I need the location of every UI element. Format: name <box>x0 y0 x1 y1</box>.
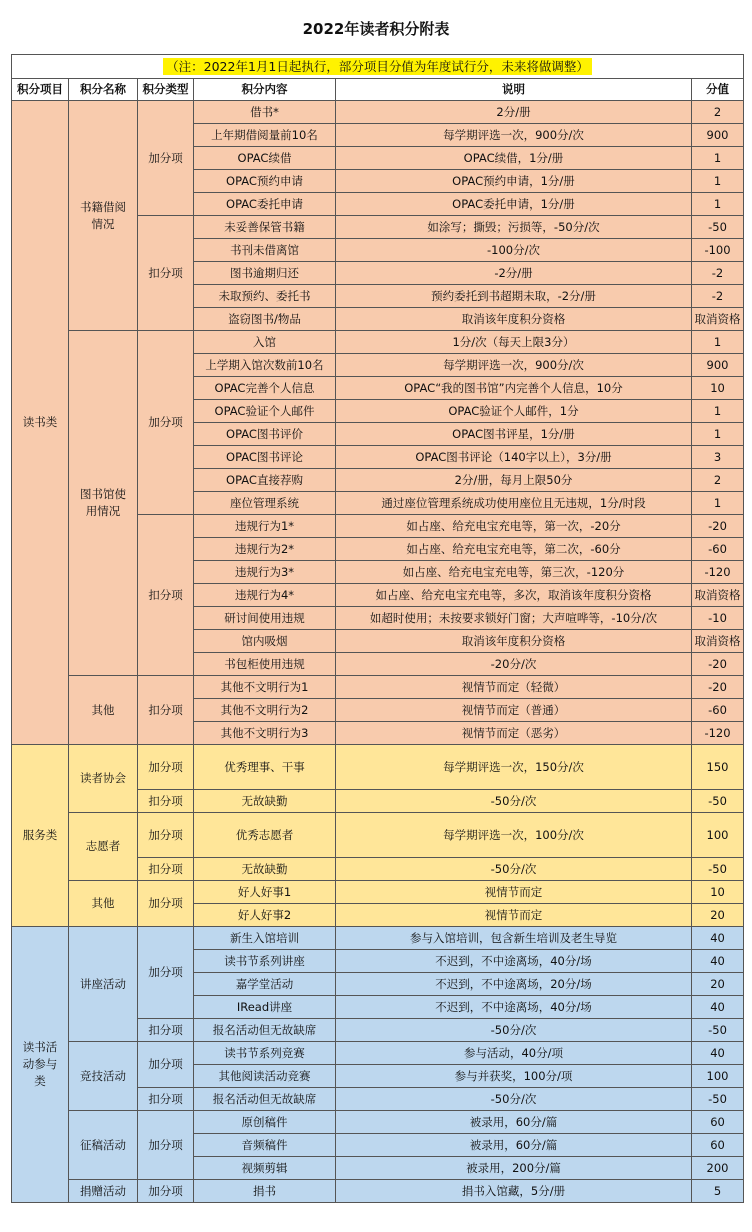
content-cell: 其他不文明行为2 <box>194 699 336 722</box>
score-cell: 40 <box>692 1042 744 1065</box>
desc-cell: OPAC图书评星，1分/册 <box>336 423 692 446</box>
content-cell: OPAC委托申请 <box>194 193 336 216</box>
desc-cell: 被录用，60分/篇 <box>336 1134 692 1157</box>
desc-cell: 如超时使用；未按要求锁好门窗；大声喧哗等，-10分/次 <box>336 607 692 630</box>
score-item-cell: 读书活动参与类 <box>12 927 69 1203</box>
table-row <box>12 745 744 790</box>
content-cell: OPAC完善个人信息 <box>194 377 336 400</box>
note-row <box>12 55 744 79</box>
table-row <box>12 101 744 124</box>
content-cell: 借书* <box>194 101 336 124</box>
desc-cell: 每学期评选一次，100分/次 <box>336 813 692 858</box>
content-cell: 嘉学堂活动 <box>194 973 336 996</box>
score-cell: 100 <box>692 1065 744 1088</box>
score-name-cell: 捐赠活动 <box>69 1180 138 1203</box>
desc-cell: OPAC预约申请，1分/册 <box>336 170 692 193</box>
desc-cell: 视情节而定（恶劣） <box>336 722 692 745</box>
score-cell: -60 <box>692 538 744 561</box>
header-content: 积分内容 <box>194 79 336 101</box>
score-cell: 200 <box>692 1157 744 1180</box>
score-name-cell: 讲座活动 <box>69 927 138 1042</box>
score-cell: -20 <box>692 515 744 538</box>
score-cell: 40 <box>692 950 744 973</box>
table-row <box>12 331 744 354</box>
desc-cell: 参与并获奖，100分/项 <box>336 1065 692 1088</box>
score-type-cell: 加分项 <box>138 1180 194 1203</box>
desc-cell: 视情节而定（轻微） <box>336 676 692 699</box>
score-cell: 1 <box>692 170 744 193</box>
table-row <box>12 1180 744 1203</box>
desc-cell: 取消该年度积分资格 <box>336 630 692 653</box>
desc-cell: 如涂写；撕毁；污损等，-50分/次 <box>336 216 692 239</box>
score-cell: 取消资格 <box>692 630 744 653</box>
content-cell: 新生入馆培训 <box>194 927 336 950</box>
content-cell: 报名活动但无故缺席 <box>194 1088 336 1111</box>
content-cell: 违规行为2* <box>194 538 336 561</box>
desc-cell: OPAC续借，1分/册 <box>336 147 692 170</box>
score-cell: 1 <box>692 193 744 216</box>
score-cell: 1 <box>692 492 744 515</box>
content-cell: 好人好事2 <box>194 904 336 927</box>
table-row <box>12 1111 744 1134</box>
content-cell: 捐书 <box>194 1180 336 1203</box>
score-name-cell: 其他 <box>69 881 138 927</box>
score-type-cell: 扣分项 <box>138 1088 194 1111</box>
score-cell: 60 <box>692 1111 744 1134</box>
desc-cell: 每学期评选一次，900分/次 <box>336 354 692 377</box>
content-cell: 违规行为4* <box>194 584 336 607</box>
content-cell: 未取预约、委托书 <box>194 285 336 308</box>
score-type-cell: 加分项 <box>138 101 194 216</box>
content-cell: 上学期入馆次数前10名 <box>194 354 336 377</box>
score-cell: 2 <box>692 469 744 492</box>
desc-cell: 被录用，200分/篇 <box>336 1157 692 1180</box>
score-cell: 900 <box>692 354 744 377</box>
content-cell: 优秀理事、干事 <box>194 745 336 790</box>
score-cell: -60 <box>692 699 744 722</box>
content-cell: 研讨间使用违规 <box>194 607 336 630</box>
score-cell: -20 <box>692 653 744 676</box>
header-name: 积分名称 <box>69 79 138 101</box>
desc-cell: 2分/册 <box>336 101 692 124</box>
score-type-cell: 加分项 <box>138 881 194 927</box>
desc-cell: OPAC验证个人邮件，1分 <box>336 400 692 423</box>
desc-cell: 不迟到，不中途离场，20分/场 <box>336 973 692 996</box>
desc-cell: -50分/次 <box>336 1019 692 1042</box>
content-cell: OPAC预约申请 <box>194 170 336 193</box>
content-cell: 书包柜使用违规 <box>194 653 336 676</box>
note-text: （注：2022年1月1日起执行，部分项目分值为年度试行分，未来将做调整） <box>163 58 592 75</box>
desc-cell: 参与入馆培训，包含新生培训及老生导览 <box>336 927 692 950</box>
score-name-cell: 书籍借阅情况 <box>69 101 138 331</box>
table-row <box>12 927 744 950</box>
content-cell: 好人好事1 <box>194 881 336 904</box>
score-cell: 40 <box>692 927 744 950</box>
score-type-cell: 扣分项 <box>138 858 194 881</box>
score-name-cell: 竞技活动 <box>69 1042 138 1111</box>
header-item: 积分项目 <box>12 79 69 101</box>
desc-cell: 不迟到，不中途离场，40分/场 <box>336 950 692 973</box>
content-cell: 违规行为3* <box>194 561 336 584</box>
score-cell: 5 <box>692 1180 744 1203</box>
score-table <box>11 54 744 1203</box>
score-item-cell: 读书类 <box>12 101 69 745</box>
desc-cell: -50分/次 <box>336 790 692 813</box>
score-cell: 40 <box>692 996 744 1019</box>
table-row <box>12 676 744 699</box>
content-cell: OPAC续借 <box>194 147 336 170</box>
desc-cell: 如占座、给充电宝充电等，多次，取消该年度积分资格 <box>336 584 692 607</box>
score-cell: -50 <box>692 1019 744 1042</box>
score-cell: 取消资格 <box>692 308 744 331</box>
score-type-cell: 加分项 <box>138 1111 194 1180</box>
score-name-cell: 志愿者 <box>69 813 138 881</box>
score-cell: 150 <box>692 745 744 790</box>
content-cell: 上年期借阅量前10名 <box>194 124 336 147</box>
desc-cell: 1分/次（每天上限3分） <box>336 331 692 354</box>
score-name-cell: 其他 <box>69 676 138 745</box>
desc-cell: 视情节而定 <box>336 881 692 904</box>
desc-cell: 每学期评选一次，900分/次 <box>336 124 692 147</box>
content-cell: 其他不文明行为1 <box>194 676 336 699</box>
score-cell: 10 <box>692 377 744 400</box>
score-cell: -20 <box>692 676 744 699</box>
score-cell: 1 <box>692 423 744 446</box>
desc-cell: 如占座、给充电宝充电等，第三次，-120分 <box>336 561 692 584</box>
score-type-cell: 扣分项 <box>138 1019 194 1042</box>
score-cell: 1 <box>692 331 744 354</box>
score-type-cell: 加分项 <box>138 813 194 858</box>
score-cell: -2 <box>692 285 744 308</box>
content-cell: 原创稿件 <box>194 1111 336 1134</box>
table-row <box>12 881 744 904</box>
desc-cell: OPAC图书评论（140字以上），3分/册 <box>336 446 692 469</box>
content-cell: 其他不文明行为3 <box>194 722 336 745</box>
score-type-cell: 加分项 <box>138 1042 194 1088</box>
score-type-cell: 加分项 <box>138 331 194 515</box>
score-cell: -10 <box>692 607 744 630</box>
desc-cell: -50分/次 <box>336 858 692 881</box>
desc-cell: 预约委托到书超期未取，-2分/册 <box>336 285 692 308</box>
content-cell: 音频稿件 <box>194 1134 336 1157</box>
content-cell: 馆内吸烟 <box>194 630 336 653</box>
score-cell: 20 <box>692 973 744 996</box>
table-row <box>12 813 744 858</box>
score-cell: -50 <box>692 858 744 881</box>
score-type-cell: 扣分项 <box>138 515 194 676</box>
header-type: 积分类型 <box>138 79 194 101</box>
content-cell: IRead讲座 <box>194 996 336 1019</box>
score-name-cell: 征稿活动 <box>69 1111 138 1180</box>
desc-cell: OPAC“我的图书馆”内完善个人信息，10分 <box>336 377 692 400</box>
content-cell: 无故缺勤 <box>194 790 336 813</box>
desc-cell: 视情节而定（普通） <box>336 699 692 722</box>
score-cell: -120 <box>692 561 744 584</box>
score-cell: 60 <box>692 1134 744 1157</box>
content-cell: 未妥善保管书籍 <box>194 216 336 239</box>
note-cell <box>12 55 744 79</box>
score-cell: -50 <box>692 1088 744 1111</box>
score-cell: 取消资格 <box>692 584 744 607</box>
desc-cell: -2分/册 <box>336 262 692 285</box>
desc-cell: 如占座、给充电宝充电等，第二次，-60分 <box>336 538 692 561</box>
table-row <box>12 1042 744 1065</box>
content-cell: OPAC验证个人邮件 <box>194 400 336 423</box>
desc-cell: 被录用，60分/篇 <box>336 1111 692 1134</box>
score-cell: 900 <box>692 124 744 147</box>
desc-cell: 捐书入馆藏，5分/册 <box>336 1180 692 1203</box>
score-cell: -2 <box>692 262 744 285</box>
score-type-cell: 扣分项 <box>138 216 194 331</box>
content-cell: 其他阅读活动竞赛 <box>194 1065 336 1088</box>
content-cell: 优秀志愿者 <box>194 813 336 858</box>
desc-cell: -50分/次 <box>336 1088 692 1111</box>
desc-cell: OPAC委托申请，1分/册 <box>336 193 692 216</box>
score-name-cell: 图书馆使用情况 <box>69 331 138 676</box>
content-cell: 无故缺勤 <box>194 858 336 881</box>
score-name-cell: 读者协会 <box>69 745 138 813</box>
desc-cell: 每学期评选一次，150分/次 <box>336 745 692 790</box>
score-type-cell: 扣分项 <box>138 676 194 745</box>
score-cell: 1 <box>692 147 744 170</box>
desc-cell: -100分/次 <box>336 239 692 262</box>
content-cell: 盗窃图书/物品 <box>194 308 336 331</box>
score-type-cell: 加分项 <box>138 927 194 1019</box>
header-row <box>12 79 744 101</box>
score-cell: 2 <box>692 101 744 124</box>
content-cell: 座位管理系统 <box>194 492 336 515</box>
desc-cell: 取消该年度积分资格 <box>336 308 692 331</box>
content-cell: 读书节系列讲座 <box>194 950 336 973</box>
content-cell: 视频剪辑 <box>194 1157 336 1180</box>
score-cell: -100 <box>692 239 744 262</box>
content-cell: OPAC图书评价 <box>194 423 336 446</box>
content-cell: 书刊未借离馆 <box>194 239 336 262</box>
score-type-cell: 扣分项 <box>138 790 194 813</box>
content-cell: OPAC直接荐购 <box>194 469 336 492</box>
header-score: 分值 <box>692 79 744 101</box>
desc-cell: 通过座位管理系统成功使用座位且无违规，1分/时段 <box>336 492 692 515</box>
desc-cell: 如占座、给充电宝充电等，第一次，-20分 <box>336 515 692 538</box>
content-cell: 读书节系列竞赛 <box>194 1042 336 1065</box>
score-cell: 100 <box>692 813 744 858</box>
score-cell: 20 <box>692 904 744 927</box>
content-cell: 入馆 <box>194 331 336 354</box>
score-cell: -120 <box>692 722 744 745</box>
score-cell: -50 <box>692 216 744 239</box>
score-item-cell: 服务类 <box>12 745 69 927</box>
score-cell: 3 <box>692 446 744 469</box>
header-desc: 说明 <box>336 79 692 101</box>
score-type-cell: 加分项 <box>138 745 194 790</box>
content-cell: 违规行为1* <box>194 515 336 538</box>
desc-cell: 视情节而定 <box>336 904 692 927</box>
content-cell: OPAC图书评论 <box>194 446 336 469</box>
score-cell: -50 <box>692 790 744 813</box>
desc-cell: -20分/次 <box>336 653 692 676</box>
score-cell: 10 <box>692 881 744 904</box>
content-cell: 图书逾期归还 <box>194 262 336 285</box>
page-title: 2022年读者积分附表 <box>302 20 450 38</box>
desc-cell: 不迟到，不中途离场，40分/场 <box>336 996 692 1019</box>
content-cell: 报名活动但无故缺席 <box>194 1019 336 1042</box>
score-cell: 1 <box>692 400 744 423</box>
desc-cell: 参与活动，40分/项 <box>336 1042 692 1065</box>
desc-cell: 2分/册，每月上限50分 <box>336 469 692 492</box>
